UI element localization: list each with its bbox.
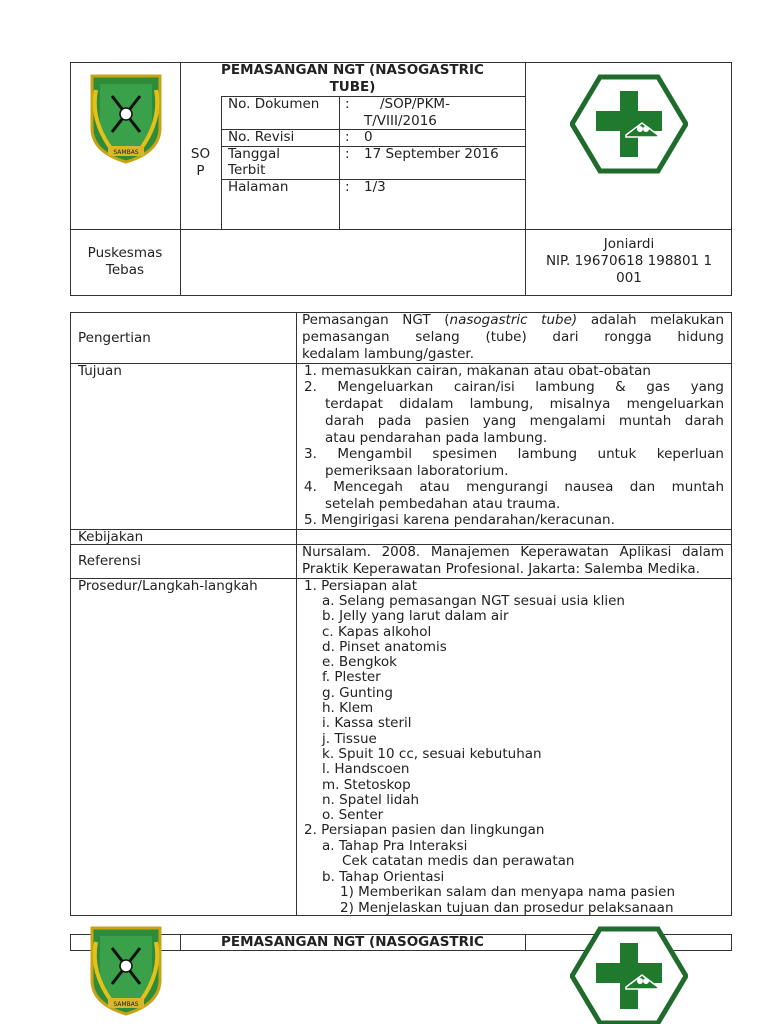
list-item: f. Plester [322,669,381,685]
signer-nip: NIP. 19670618 198801 1 [545,253,713,269]
label-prosedur: Prosedur/Langkah-langkah [78,578,258,594]
svg-text:SAMBAS: SAMBAS [113,1001,139,1008]
pengertian-line-2: pemasangan selang (tube) dari rongga hidung [302,329,724,345]
regency-emblem-logo [82,70,170,166]
tujuan-item: 3. Mengambil spesimen lambung untuk keperluan [304,446,724,462]
pengertian-line-3: kedalam lambung/gaster. [302,346,474,362]
list-item: o. Senter [322,807,384,823]
list-item: 1) Memberikan salam dan menyapa nama pasien [340,884,676,900]
list-item: g. Gunting [322,685,393,701]
referensi-line: Praktik Keperawatan Profesional. Jakarta: Salemba Medika. [302,561,700,577]
list-item: 2. Persiapan pasien dan lingkungan [304,822,545,838]
signer-name: Joniardi [603,236,655,252]
signer-block: Joniardi NIP. 19670618 198801 1 001 [526,236,732,287]
list-item: l. Handscoen [322,761,410,777]
tujuan-item: atau pendarahan pada lambung. [325,430,548,446]
next-page-title: PEMASANGAN NGT (NASOGASTRIC [221,934,484,950]
document-title: PEMASANGAN NGT (NASOGASTRIC TUBE) [221,62,484,95]
list-item: d. Pinset anatomis [322,639,447,655]
label-tujuan: Tujuan [78,363,122,379]
tujuan-item: setelah pembedahan atau trauma. [325,496,561,512]
tujuan-item: terdapat didalam lambung, misalnya mengeluarkan [325,396,724,412]
tujuan-item: 5. Mengirigasi karena pendarahan/keracunan. [304,512,615,528]
sop-label: SO P [190,146,211,179]
label-kebijakan: Kebijakan [78,529,144,545]
tujuan-item: pemeriksaan laboratorium. [325,463,509,479]
tujuan-item: 1. memasukkan cairan, makanan atau obat-obatan [304,363,651,379]
list-item: m. Stetoskop [322,777,411,793]
list-item: h. Klem [322,700,374,716]
tujuan-item: 2. Mengeluarkan cairan/isi lambung & gas yang [304,379,724,395]
label-referensi: Referensi [78,553,142,569]
tujuan-item: 4. Mencegah atau mengurangi nausea dan muntah [304,479,724,495]
list-item: a. Selang pemasangan NGT sesuai usia klien [322,593,625,609]
list-item: c. Kapas alkohol [322,624,432,640]
list-item: i. Kassa steril [322,715,412,731]
list-item: a. Tahap Pra Interaksi [322,838,468,854]
referensi-line: Nursalam. 2008. Manajemen Keperawatan Aplikasi dalam [302,544,724,560]
list-item: e. Bengkok [322,654,397,670]
list-item: n. Spatel lidah [322,792,420,808]
list-item: 2) Menjelaskan tujuan dan prosedur pelaksanaan [340,900,674,916]
list-item: b. Tahap Orientasi [322,869,445,885]
puskesmas-logo [570,73,688,175]
pengertian-line-1: Pemasangan NGT (nasogastric tube) adalah melakukan [302,312,725,328]
puskesmas-logo [570,925,688,1024]
regency-emblem-logo [82,922,170,1018]
list-item: b. Jelly yang larut dalam air [322,608,509,624]
tujuan-item: darah pada pasien yang mengalami muntah darah [325,413,724,429]
list-item: k. Spuit 10 cc, sesuai kebutuhan [322,746,542,762]
label-pengertian: Pengertian [78,330,151,346]
list-item: Cek catatan medis dan perawatan [342,853,575,869]
list-item: j. Tissue [322,731,377,747]
list-item: 1. Persiapan alat [304,578,418,594]
organization-name: Puskesmas Tebas [87,245,163,278]
svg-text:SAMBAS: SAMBAS [113,149,139,156]
